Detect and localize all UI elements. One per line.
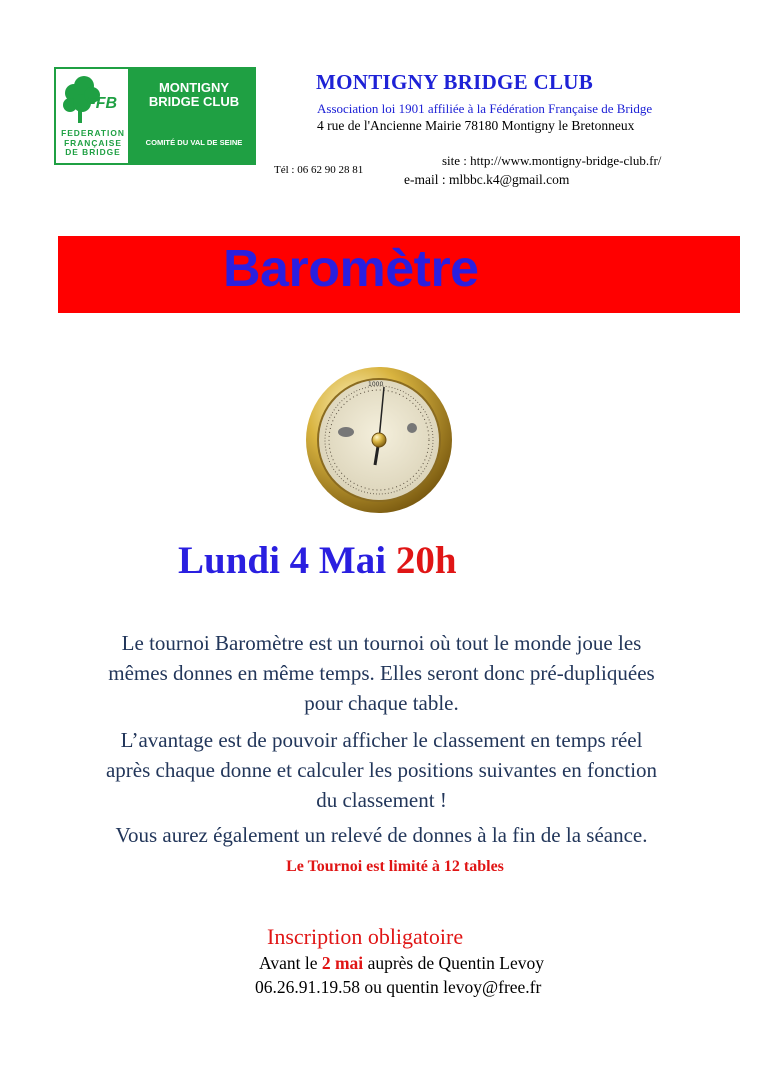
ffb-logo-panel xyxy=(54,67,130,165)
club-phone: Tél : 06 62 90 28 81 xyxy=(274,164,364,176)
registration-deadline: Avant le 2 mai auprès de Quentin Levoy xyxy=(259,953,544,973)
club-email[interactable]: e-mail : mlbbc.k4@gmail.com xyxy=(404,172,570,187)
logo-club-name: MONTIGNY BRIDGE CLUB xyxy=(148,80,240,109)
logo-comite: COMITÉ DU VAL DE SEINE xyxy=(145,138,243,147)
federation-text: FEDERATION FRANÇAISE DE BRIDGE xyxy=(61,128,125,158)
registration-title: Inscription obligatoire xyxy=(267,924,464,949)
banner-title: Baromètre xyxy=(223,240,479,298)
club-title: MONTIGNY BRIDGE CLUB xyxy=(316,70,594,94)
deadline-date: 2 mai xyxy=(321,953,364,973)
registration-contact[interactable]: 06.26.91.19.58 ou quentin levoy@free.fr xyxy=(255,977,542,997)
table-limit: Le Tournoi est limité à 12 tables xyxy=(286,858,504,875)
barometer-gauge-icon xyxy=(304,365,454,515)
club-site[interactable]: site : http://www.montigny-bridge-club.fr/ xyxy=(442,153,662,168)
title-banner xyxy=(58,236,740,313)
club-address: 4 rue de l'Ancienne Mairie 78180 Montigny le Bretonneux xyxy=(317,118,635,133)
ffb-initials: FFB xyxy=(86,95,118,112)
description-paragraph-2: L’avantage est de pouvoir afficher le classement en temps réel après chaque donne et calculer les positions suivantes en fonction du classement ! xyxy=(105,728,658,812)
description-paragraph-3: Vous aurez également un relevé de donnes à la fin de la séance. xyxy=(115,823,648,847)
club-association: Association loi 1901 affiliée à la Fédération Française de Bridge xyxy=(317,101,653,116)
event-time: 20h xyxy=(395,539,457,582)
description-paragraph-1: Le tournoi Baromètre est un tournoi où tout le monde joue les mêmes donnes en même temps. Elles seront donc pré-dupliquées pour chaque table. xyxy=(108,631,655,715)
event-date xyxy=(178,538,457,583)
barometer-top-label: 1000 xyxy=(368,381,384,388)
ffb-club-logo xyxy=(54,67,256,165)
event-day: Lundi 4 Mai xyxy=(178,539,387,582)
